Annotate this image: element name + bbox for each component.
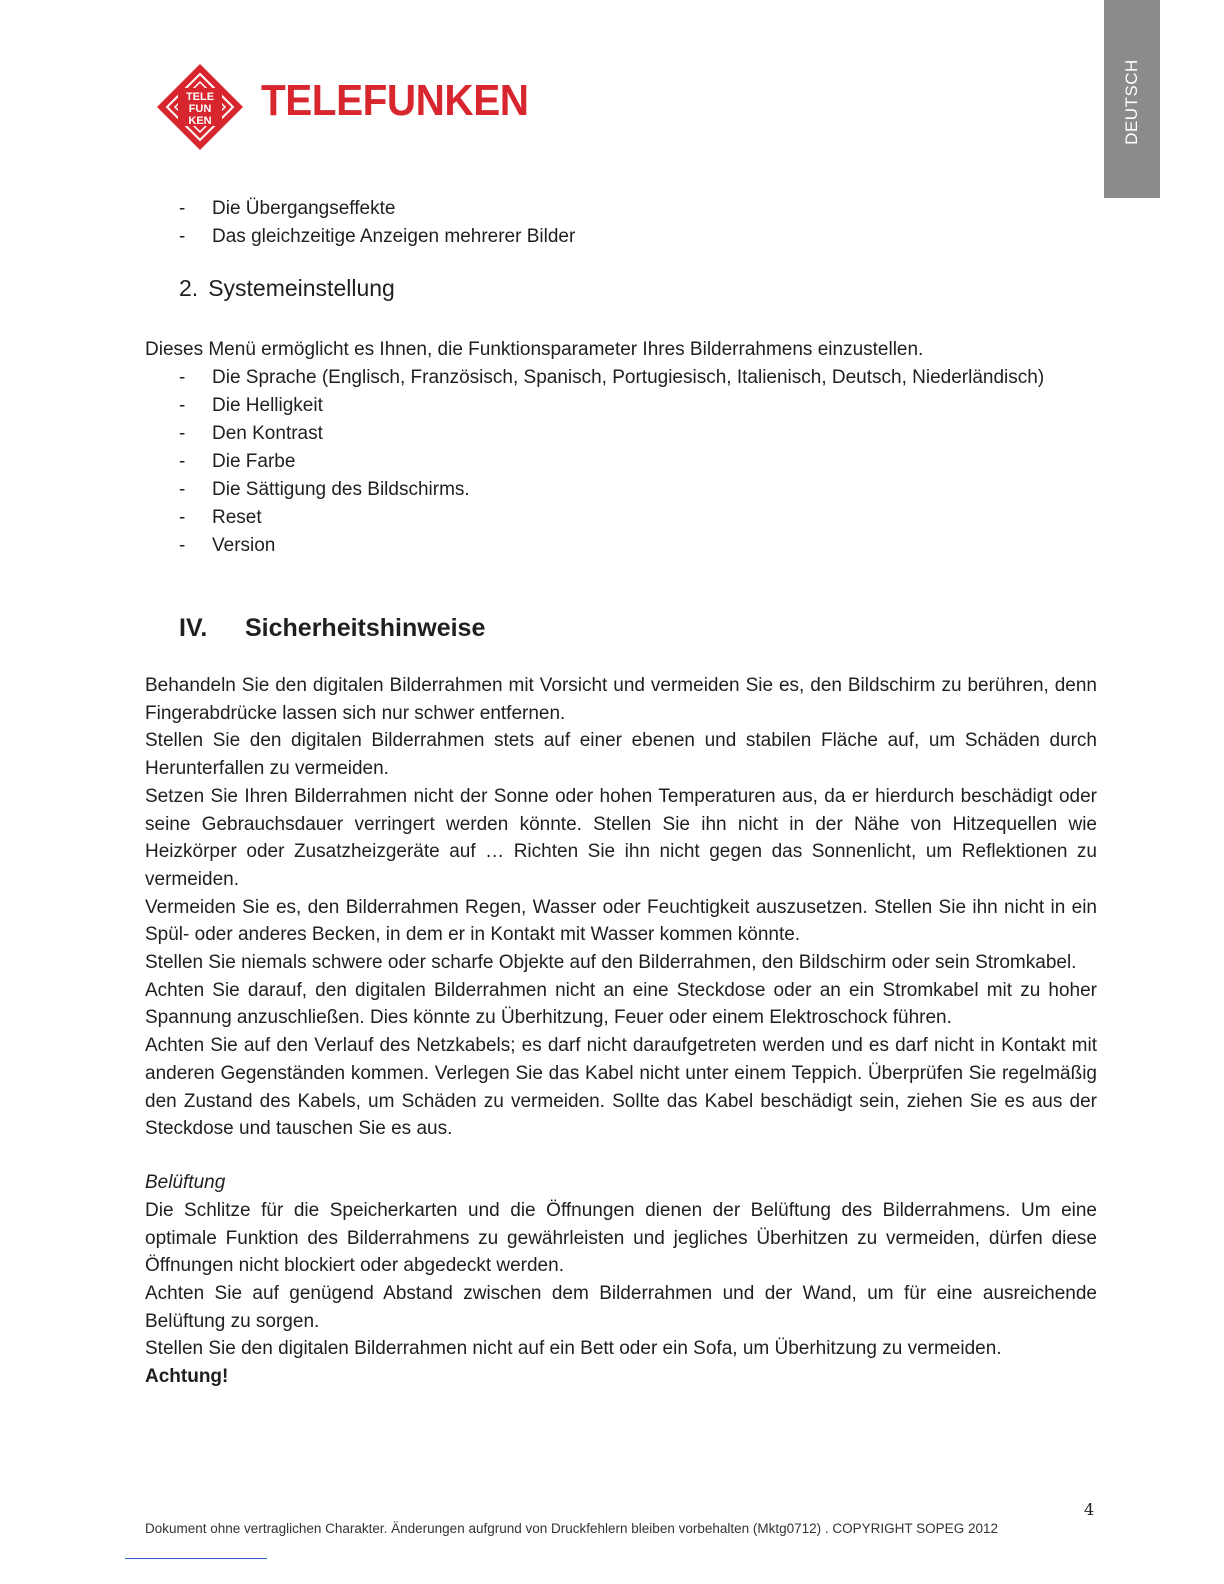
safety-paragraph: Achten Sie auf den Verlauf des Netzkabels; es darf nicht daraufgetreten werden und es darf nicht in Kontakt mit anderen Gegenständen kommen. Verlegen Sie das Kabel nicht unter einem Teppich. Überprüfen Sie regelmäßig den Zustand des Kabels, um Schäden zu vermeiden. Sollte das Kabel beschädigt sein, ziehen Sie es aus der Steckdose und tauschen Sie es aus. bbox=[145, 1035, 1097, 1140]
system-settings-list bbox=[145, 364, 1097, 560]
list-item: - Die Übergangseffekte bbox=[145, 195, 1097, 223]
list-item: - Die Sprache (Englisch, Französisch, Spanisch, Portugiesisch, Italienisch, Deutsch, Niederländisch) bbox=[145, 364, 1097, 392]
list-item: - Die Sättigung des Bildschirms. bbox=[145, 476, 1097, 504]
telefunken-diamond-icon bbox=[155, 62, 245, 152]
footer-disclaimer: Dokument ohne vertraglichen Charakter. Änderungen aufgrund von Druckfehlern bleiben vorbehalten (Mktg0712) . COPYRIGHT SOPEG 2012 bbox=[145, 1521, 998, 1536]
safety-paragraph: Stellen Sie niemals schwere oder scharfe Objekte auf den Bilderrahmen, den Bildschirm oder sein Stromkabel. bbox=[145, 952, 1077, 974]
telefunken-logo bbox=[155, 62, 535, 152]
section-2-title: Systemeinstellung bbox=[208, 275, 395, 301]
footer-divider bbox=[125, 1558, 267, 1559]
language-tab-label: DEUTSCH bbox=[1122, 59, 1141, 145]
list-item: - Version bbox=[145, 532, 1097, 560]
list-item: - Das gleichzeitige Anzeigen mehrerer Bilder bbox=[145, 223, 1097, 251]
safety-paragraph: Behandeln Sie den digitalen Bilderrahmen mit Vorsicht und vermeiden Sie es, den Bildschirm zu berühren, denn Fingerabdrücke lassen sich nur schwer entfernen. bbox=[145, 675, 1097, 724]
list-item: - Reset bbox=[145, 504, 1097, 532]
safety-paragraph: Setzen Sie Ihren Bilderrahmen nicht der Sonne oder hohen Temperaturen aus, da er hierdurch beschädigt oder seine Gebrauchsdauer verringert werden könnte. Stellen Sie ihn nicht in der Nähe von Hitzequellen wie Heizkörper oder Zusatzheizgeräte auf … Richten Sie ihn nicht gegen das Sonnenlicht, um Reflektionen zu vermeiden. bbox=[145, 785, 1097, 890]
brand-wordmark: TELEFUNKEN bbox=[261, 76, 529, 125]
page-number: 4 bbox=[1084, 1500, 1095, 1519]
ventilation-paragraph: Achten Sie auf genügend Abstand zwischen dem Bilderrahmen und der Wand, um für eine ausreichende Belüftung zu sorgen. bbox=[145, 1283, 1097, 1332]
safety-paragraph: Stellen Sie den digitalen Bilderrahmen stets auf einer ebenen und stabilen Fläche auf, um Schäden durch Herunterfallen zu vermeiden. bbox=[145, 730, 1097, 780]
section-2-intro: Dieses Menü ermöglicht es Ihnen, die Funktionsparameter Ihres Bilderrahmens einzustellen. bbox=[145, 339, 924, 360]
logo-mark-line-3: KEN bbox=[188, 115, 212, 127]
safety-paragraph: Achten Sie darauf, den digitalen Bilderrahmen nicht an eine Steckdose oder an ein Stromkabel mit zu hoher Spannung anzuschließen. Dies könnte zu Überhitzung, Feuer oder einem Elektroschock führen. bbox=[145, 979, 1097, 1029]
warning-label: Achtung! bbox=[145, 1366, 229, 1388]
section-2-number: 2. bbox=[179, 275, 199, 301]
list-item: - Die Helligkeit bbox=[145, 392, 1097, 420]
ventilation-paragraph: Stellen Sie den digitalen Bilderrahmen nicht auf ein Bett oder ein Sofa, um Überhitzung zu vermeiden. bbox=[145, 1338, 1002, 1360]
transition-options-list bbox=[145, 195, 1097, 251]
page-content bbox=[145, 195, 1097, 1391]
language-tab bbox=[1104, 0, 1160, 198]
section-2-heading bbox=[179, 273, 1097, 303]
safety-paragraph: Vermeiden Sie es, den Bilderrahmen Regen, Wasser oder Feuchtigkeit auszusetzen. Stellen Sie ihn nicht in ein Spül- oder anderes Becken, in dem er in Kontakt mit Wasser kommen könnte. bbox=[145, 896, 1097, 946]
ventilation-paragraph: Die Schlitze für die Speicherkarten und die Öffnungen dienen der Belüftung des Bilderrahmens. Um eine optimale Funktion des Bilderrahmens zu gewährleisten und jegliches Überhitzen zu vermeiden, dürfen diese Öffnungen nicht blockiert oder abgedeckt werden. bbox=[145, 1199, 1097, 1277]
logo-mark-line-1: TELE bbox=[185, 91, 215, 103]
list-item: - Die Farbe bbox=[145, 448, 1097, 476]
ventilation-heading: Belüftung bbox=[145, 1171, 226, 1193]
safety-paragraphs bbox=[145, 672, 1097, 1143]
section-4-number: IV. bbox=[179, 614, 208, 642]
section-4-title: Sicherheitshinweise bbox=[245, 614, 486, 642]
logo-mark-line-2: FUN bbox=[188, 103, 212, 115]
list-item: - Den Kontrast bbox=[145, 420, 1097, 448]
section-4-heading bbox=[179, 612, 1097, 644]
